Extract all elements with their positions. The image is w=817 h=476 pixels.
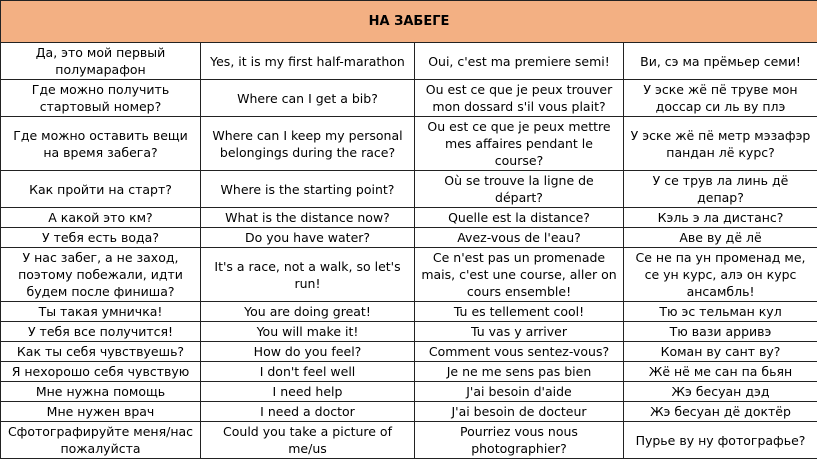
transliteration-cell: У эске жё пё метр мэзафэр пандан лё курс? — [624, 117, 817, 171]
english-phrase-cell: Where can I keep my personal belongings during the race? — [201, 117, 415, 171]
table-row — [1, 208, 817, 228]
table-row — [1, 402, 817, 422]
french-phrase-cell: Ou est ce que je peux mettre mes affaires pendant le course? — [415, 117, 624, 171]
french-phrase-cell: Ce n'est pas un promenade mais, c'est une course, aller on cours ensemble! — [415, 248, 624, 302]
russian-phrase-cell: Мне нужен врач — [1, 402, 201, 422]
english-phrase-cell: What is the distance now? — [201, 208, 415, 228]
table-title-row — [1, 1, 817, 43]
transliteration-cell: Кэль э ла дистанс? — [624, 208, 817, 228]
french-phrase-cell: Tu vas y arriver — [415, 322, 624, 342]
transliteration-cell: Аве ву дё лё — [624, 228, 817, 248]
russian-phrase-cell: У тебя все получится! — [1, 322, 201, 342]
russian-phrase-cell: Мне нужна помощь — [1, 382, 201, 402]
table-row — [1, 342, 817, 362]
french-phrase-cell: Pourriez vous nous photographier? — [415, 422, 624, 459]
french-phrase-cell: J'ai besoin de docteur — [415, 402, 624, 422]
french-phrase-cell: Avez-vous de l'eau? — [415, 228, 624, 248]
table-row — [1, 117, 817, 171]
transliteration-cell: Се не па ун променад ме, се ун курс, алэ он курс ансамбль! — [624, 248, 817, 302]
russian-phrase-cell: А какой это км? — [1, 208, 201, 228]
english-phrase-cell: I need a doctor — [201, 402, 415, 422]
french-phrase-cell: Où se trouve la ligne de départ? — [415, 171, 624, 208]
transliteration-cell: Жэ бесуан дэд — [624, 382, 817, 402]
transliteration-cell: У се трув ла линь дё депар? — [624, 171, 817, 208]
table-title: НА ЗАБЕГЕ — [1, 1, 817, 43]
transliteration-cell: Пурье ву ну фотографье? — [624, 422, 817, 459]
transliteration-cell: Тю эс тельман кул — [624, 302, 817, 322]
table-row — [1, 228, 817, 248]
english-phrase-cell: It's a race, not a walk, so let's run! — [201, 248, 415, 302]
table-row — [1, 322, 817, 342]
table-row — [1, 80, 817, 117]
transliteration-cell: Ви, сэ ма прёмьер семи! — [624, 43, 817, 80]
russian-phrase-cell: Где можно оставить вещи на время забега? — [1, 117, 201, 171]
transliteration-cell: Тю вази арривэ — [624, 322, 817, 342]
table-row — [1, 422, 817, 459]
table-row — [1, 362, 817, 382]
russian-phrase-cell: Как пройти на старт? — [1, 171, 201, 208]
french-phrase-cell: Tu es tellement cool! — [415, 302, 624, 322]
russian-phrase-cell: Где можно получить стартовый номер? — [1, 80, 201, 117]
french-phrase-cell: J'ai besoin d'aide — [415, 382, 624, 402]
russian-phrase-cell: Я нехорошо себя чувствую — [1, 362, 201, 382]
russian-phrase-cell: Да, это мой первый полумарафон — [1, 43, 201, 80]
table-row — [1, 171, 817, 208]
table-row — [1, 43, 817, 80]
french-phrase-cell: Ou est ce que je peux trouver mon dossard s'il vous plait? — [415, 80, 624, 117]
transliteration-cell: Жэ бесуан дё доктёр — [624, 402, 817, 422]
english-phrase-cell: I need help — [201, 382, 415, 402]
english-phrase-cell: Could you take a picture of me/us — [201, 422, 415, 459]
english-phrase-cell: You will make it! — [201, 322, 415, 342]
transliteration-cell: У эске жё пё труве мон доссар си ль ву плэ — [624, 80, 817, 117]
russian-phrase-cell: У тебя есть вода? — [1, 228, 201, 248]
french-phrase-cell: Quelle est la distance? — [415, 208, 624, 228]
french-phrase-cell: Comment vous sentez-vous? — [415, 342, 624, 362]
russian-phrase-cell: У нас забег, а не заход, поэтому побежали, идти будем после финиша? — [1, 248, 201, 302]
english-phrase-cell: How do you feel? — [201, 342, 415, 362]
transliteration-cell: Коман ву сант ву? — [624, 342, 817, 362]
russian-phrase-cell: Ты такая умничка! — [1, 302, 201, 322]
table-row — [1, 382, 817, 402]
table-row — [1, 248, 817, 302]
table-row — [1, 302, 817, 322]
french-phrase-cell: Je ne me sens pas bien — [415, 362, 624, 382]
transliteration-cell: Жё нё ме сан па бьян — [624, 362, 817, 382]
english-phrase-cell: Do you have water? — [201, 228, 415, 248]
english-phrase-cell: You are doing great! — [201, 302, 415, 322]
russian-phrase-cell: Сфотографируйте меня/нас пожалуйста — [1, 422, 201, 459]
french-phrase-cell: Oui, c'est ma premiere semi! — [415, 43, 624, 80]
english-phrase-cell: Where is the starting point? — [201, 171, 415, 208]
english-phrase-cell: Where can I get a bib? — [201, 80, 415, 117]
russian-phrase-cell: Как ты себя чувствуешь? — [1, 342, 201, 362]
english-phrase-cell: I don't feel well — [201, 362, 415, 382]
english-phrase-cell: Yes, it is my first half-marathon — [201, 43, 415, 80]
